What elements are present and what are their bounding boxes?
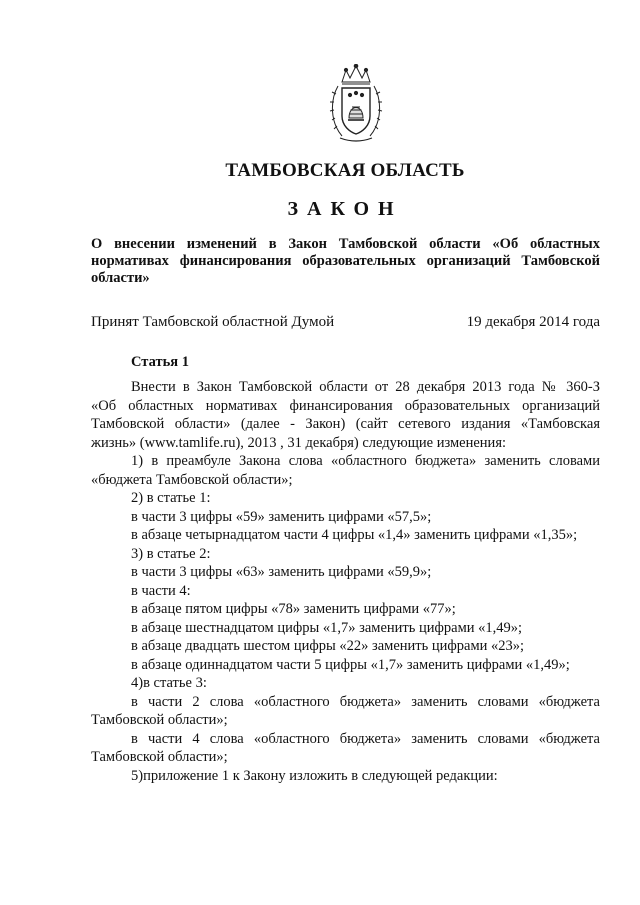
text-line: 1) в преамбуле Закона слова «областного бюджета» заменить словами [131,453,600,469]
text-line: в абзаце пятом цифры «78» заменить цифрами «77»; [131,601,456,617]
text-line: Тамбовской области» (далее - Закон) (сайт сетевого издания «Тамбовская [91,416,600,432]
text-line: в части 2 слова «областного бюджета» заменить словами «бюджета [131,693,600,710]
text-line: в абзаце двадцать шестом цифры «22» заменить цифрами «23»; [131,638,525,654]
text-line: 4)в статье 3: [131,675,207,691]
region-title: ТАМБОВСКАЯ ОБЛАСТЬ [225,160,465,181]
article-body [91,378,600,785]
text-line: Внести в Закон Тамбовской области от 28 декабря 2013 года № 360-З [131,379,600,395]
text-line: в части 3 цифры «59» заменить цифрами «57,5»; [131,508,432,525]
text-line: в абзаце четырнадцатом части 4 цифры «1,4» заменить цифрами «1,35»; [131,527,578,543]
text-line: 2) в статье 1: [131,490,211,506]
article-heading: Статья 1 [131,354,189,370]
text-line: Тамбовской области»; [91,749,228,765]
adopted-by: Принят Тамбовской областной Думой [91,314,335,330]
text-line: 5)приложение 1 к Закону изложить в следующей редакции: [131,767,498,784]
text-line: «бюджета Тамбовской области»; [91,471,293,488]
text-line: жизнь» (www.tamlife.ru), 2013 , 31 декабря) следующие изменения: [91,434,507,451]
text-line: в абзаце шестнадцатом цифры «1,7» заменить цифрами «1,49»; [131,619,523,636]
document-type-title: ЗАКОН [287,198,403,220]
law-subject: О внесении изменений в Закон Тамбовской области «Об областных нормативах финансирования образовательных организаций Тамбовской области» [91,236,600,286]
text-line: 3) в статье 2: [131,545,211,562]
adoption-date: 19 декабря 2014 года [466,314,600,330]
text-line: в части 4: [131,582,191,599]
tambov-coat-of-arms-emblem [328,64,384,146]
text-line: Тамбовской области»; [91,712,228,728]
text-line: в части 4 слова «областного бюджета» заменить словами «бюджета [131,730,600,747]
text-line: «Об областных нормативах финансирования образовательных организаций [91,397,600,414]
text-line: в части 3 цифры «63» заменить цифрами «59,9»; [131,564,432,580]
text-line: в абзаце одиннадцатом части 5 цифры «1,7» заменить цифрами «1,49»; [131,656,570,673]
